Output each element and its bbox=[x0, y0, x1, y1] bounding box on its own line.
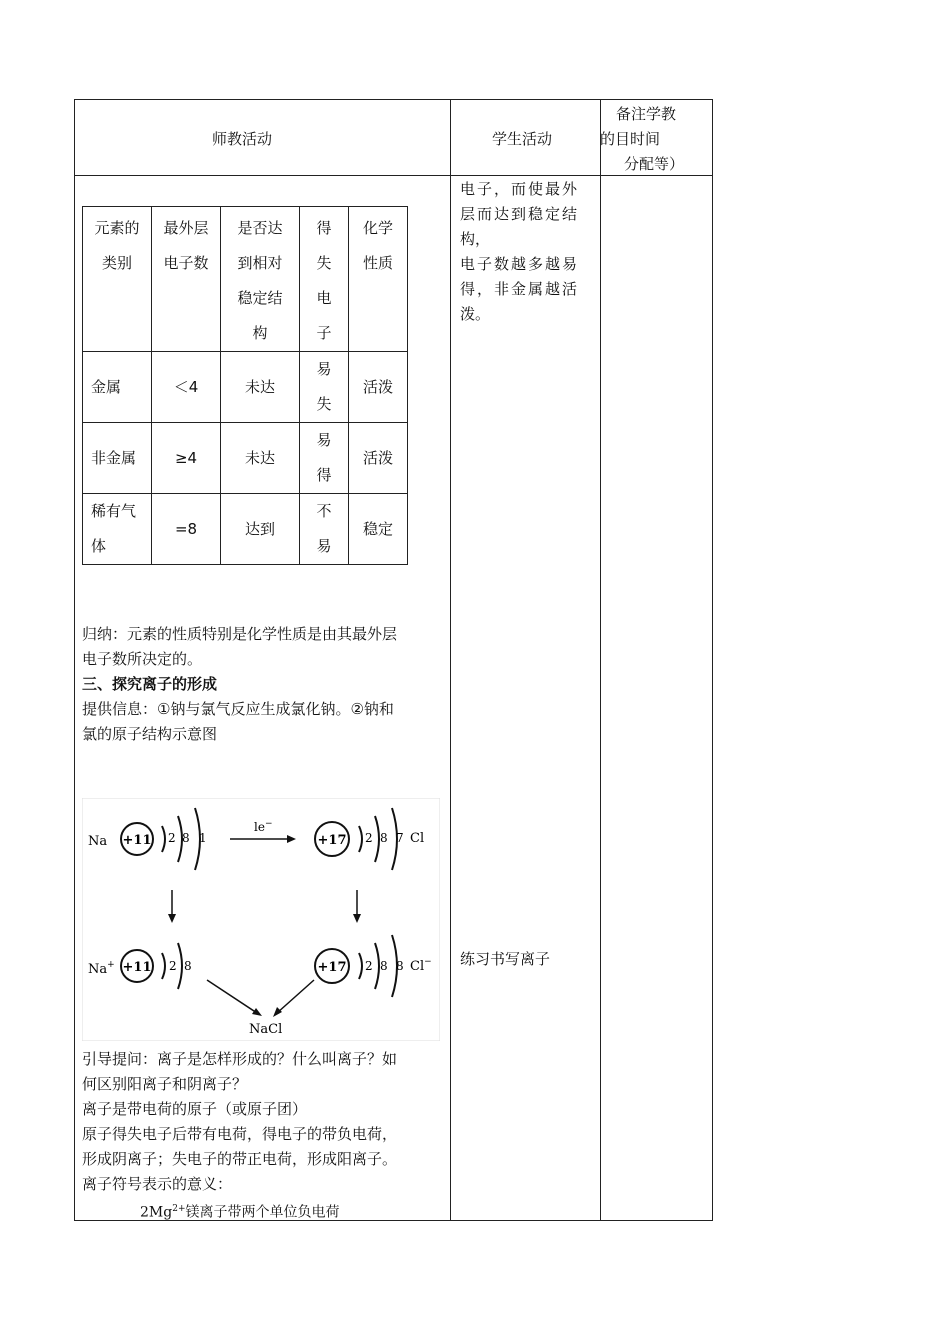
mg-ion-meaning: $2Mg^{2+}$镁离子带两个单位负电荷 bbox=[140, 1204, 340, 1221]
guide-line3: 离子是带电荷的原子（或原子团） bbox=[82, 1100, 308, 1118]
student-practice: 练习书写离子 bbox=[460, 950, 551, 968]
header-stable: 是否达 到相对 稳定结 构 bbox=[221, 207, 300, 352]
header-category: 元素的 类别 bbox=[83, 207, 152, 352]
guide-line2: 何区别阳离子和阴离子？ bbox=[82, 1075, 248, 1093]
guide-line4: 原子得失电子后带有电荷，得电子的带负电荷， bbox=[82, 1125, 398, 1143]
column-divider bbox=[600, 99, 601, 1221]
student-line4: 电子数越多越易 bbox=[460, 255, 580, 273]
na-ion-shell-2: 8 bbox=[184, 959, 192, 973]
guide-line1: 引导提问：离子是怎样形成的？什么叫离子？如 bbox=[82, 1050, 398, 1068]
summary-line2: 电子数所决定的。 bbox=[82, 650, 203, 668]
summary-line1: 归纳：元素的性质特别是化学性质是由其最外层 bbox=[82, 625, 398, 643]
na-label: Na bbox=[88, 834, 108, 849]
cell-property: 稳定 bbox=[349, 494, 408, 565]
cl-ion-label: Cl− bbox=[410, 957, 432, 974]
cl-shell-2: 8 bbox=[380, 831, 388, 845]
cell-gain-lose: 不 易 bbox=[300, 494, 349, 565]
na-nucleus-charge: +11 bbox=[122, 833, 152, 848]
cl-ion-shell-2: 8 bbox=[380, 959, 388, 973]
column-divider bbox=[450, 99, 451, 1221]
table-row bbox=[83, 352, 408, 423]
student-line3: 构， bbox=[460, 230, 491, 248]
element-property-table bbox=[82, 206, 408, 565]
teacher-activity-header: 师教活动 bbox=[212, 130, 273, 148]
cl-label: Cl bbox=[410, 831, 425, 846]
cell-gain-lose: 易 得 bbox=[300, 423, 349, 494]
notes-header-line2: 的目时间 bbox=[600, 130, 661, 148]
cell-stable: 达到 bbox=[221, 494, 300, 565]
cell-stable: 未达 bbox=[221, 352, 300, 423]
cell-electrons: =8 bbox=[152, 494, 221, 565]
na-ion-shell-1: 2 bbox=[169, 959, 177, 973]
header-gain-lose: 得 失 电 子 bbox=[300, 207, 349, 352]
cell-property: 活泼 bbox=[349, 423, 408, 494]
cell-category: 非金属 bbox=[83, 423, 152, 494]
student-activity-header: 学生活动 bbox=[492, 130, 553, 148]
header-chem-property: 化学 性质 bbox=[349, 207, 408, 352]
cl-shell-1: 2 bbox=[365, 831, 373, 845]
student-line2: 层而达到稳定结 bbox=[460, 205, 580, 223]
header-divider bbox=[74, 175, 713, 176]
cl-ion-shell-3: 8 bbox=[396, 959, 404, 973]
cell-gain-lose: 易 失 bbox=[300, 352, 349, 423]
electron-transfer-label: le− bbox=[254, 819, 273, 834]
info-line1: 提供信息：①钠与氯气反应生成氯化钠。②钠和 bbox=[82, 700, 394, 718]
table-row bbox=[83, 423, 408, 494]
cell-electrons: ≥4 bbox=[152, 423, 221, 494]
guide-line6: 离子符号表示的意义： bbox=[82, 1175, 233, 1193]
header-outer-electrons: 最外层 电子数 bbox=[152, 207, 221, 352]
notes-header-line3: 分配等） bbox=[624, 155, 685, 173]
na-shell-2: 8 bbox=[182, 831, 190, 845]
student-line6: 泼。 bbox=[460, 305, 491, 323]
info-line2: 氯的原子结构示意图 bbox=[82, 725, 218, 743]
cell-stable: 未达 bbox=[221, 423, 300, 494]
atom-structure-diagram bbox=[82, 798, 440, 1041]
nacl-product: NaCl bbox=[249, 1022, 283, 1037]
cl-ion-nucleus-charge: +17 bbox=[317, 960, 347, 975]
cell-property: 活泼 bbox=[349, 352, 408, 423]
guide-line5: 形成阴离子；失电子的带正电荷，形成阳离子。 bbox=[82, 1150, 398, 1168]
na-shell-3: 1 bbox=[199, 831, 207, 845]
na-ion-label: Na+ bbox=[88, 960, 115, 977]
cell-electrons: ＜4 bbox=[152, 352, 221, 423]
student-line5: 得，非金属越活 bbox=[460, 280, 580, 298]
na-ion-nucleus-charge: +11 bbox=[122, 960, 152, 975]
na-shell-1: 2 bbox=[168, 831, 176, 845]
cl-nucleus-charge: +17 bbox=[317, 833, 347, 848]
section-title: 三、探究离子的形成 bbox=[82, 675, 218, 693]
notes-header-line1: 备注学教 bbox=[616, 105, 677, 123]
cell-category: 金属 bbox=[83, 352, 152, 423]
cl-shell-3: 7 bbox=[396, 831, 404, 845]
cell-category: 稀有气 体 bbox=[83, 494, 152, 565]
cl-ion-shell-1: 2 bbox=[365, 959, 373, 973]
table-row bbox=[83, 494, 408, 565]
student-line1: 电子，而使最外 bbox=[460, 180, 580, 198]
